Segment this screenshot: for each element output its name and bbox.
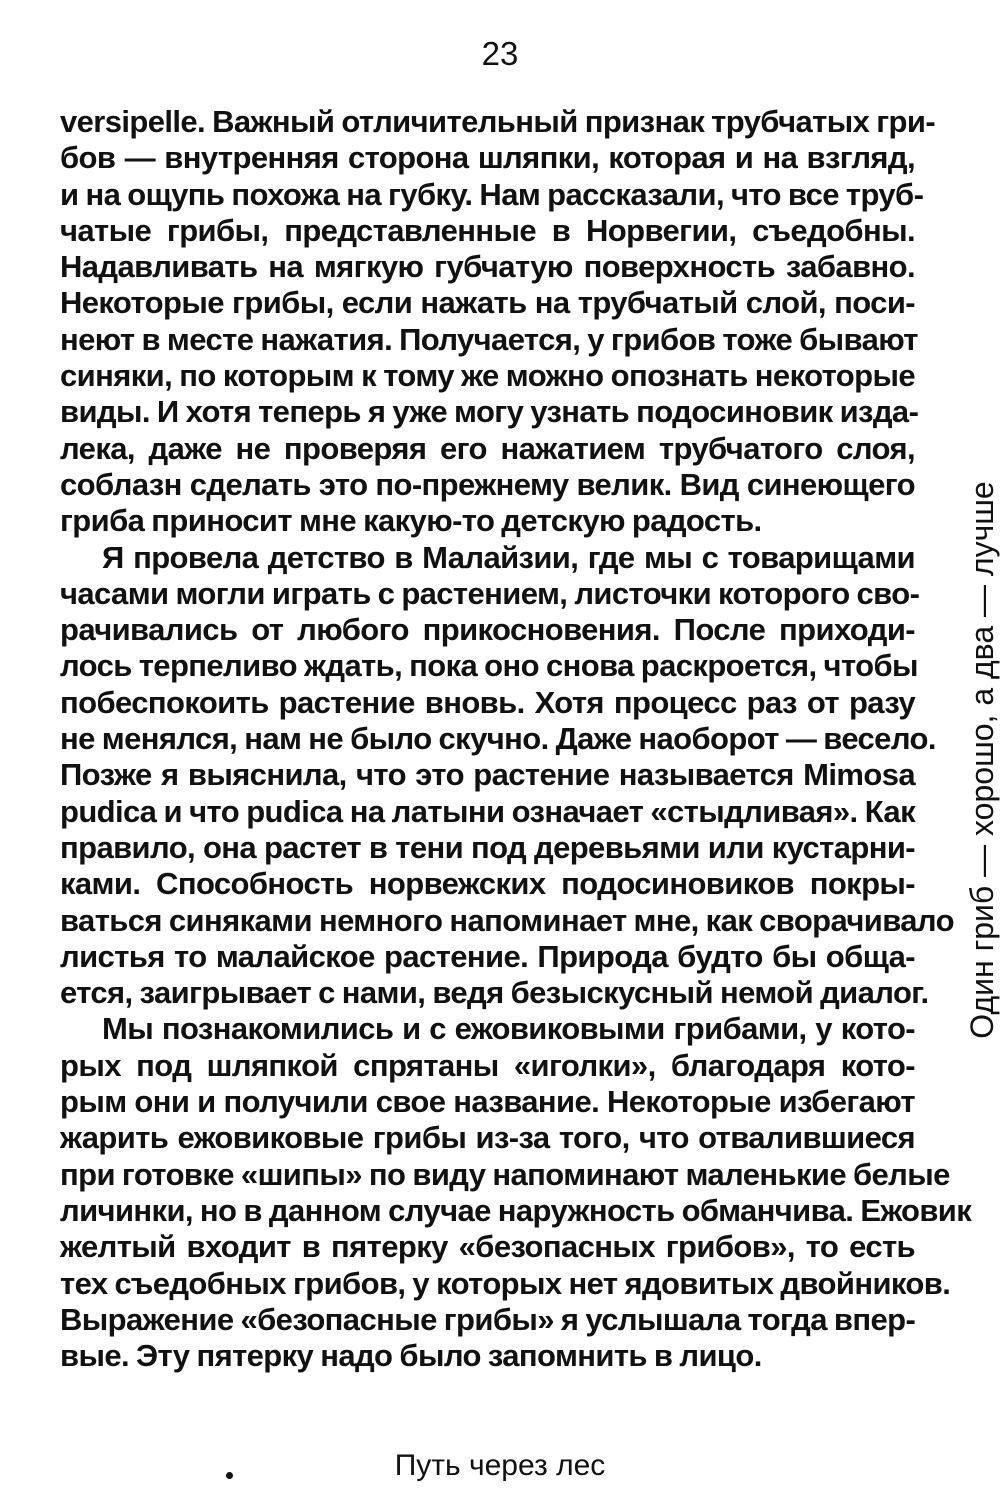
text-line: Мы познакомились и с ежовиковыми грибами, у кото- (102, 1011, 915, 1047)
text-line: виды. И хотя теперь я уже могу узнать подосиновик изда- (60, 394, 919, 430)
text-line: желтый входит в пятерку «безопасных грибов», то есть (60, 1229, 915, 1265)
text-line: не менялся, нам не было скучно. Даже наоборот — весело. (60, 721, 936, 757)
text-line: лека, даже не проверяя его нажатием трубчатого слоя, (60, 430, 915, 466)
text-line: versipelle. Важный отличительный признак трубчатых гри- (60, 104, 936, 139)
running-chapter-title: Один гриб — хорошо, а два — лучше (964, 481, 1000, 1039)
running-footer: Путь через лес (394, 1449, 606, 1482)
text-line: правило, она растет в тени под деревьями или кустарни- (60, 829, 915, 865)
text-line: побеспокоить растение вновь. Хотя процесс раз от разу (60, 684, 915, 720)
text-line: бов — внутренняя сторона шляпки, которая и на взгляд, (60, 140, 915, 176)
text-line: гриба приносит мне какую-то детскую радость. (60, 503, 762, 539)
text-line: ваться синяками немного напоминает мне, как сворачивало (60, 902, 954, 938)
text-line: жарить ежовиковые грибы из-за того, что отвалившиеся (60, 1120, 915, 1156)
page-number: 23 (481, 35, 519, 72)
text-line: Выражение «безопасные грибы» я услышала тогда впер- (60, 1301, 916, 1337)
body-text (60, 104, 972, 1374)
text-line: pudica и что pudica на латыни означает «стыдливая». Как (60, 793, 915, 829)
text-line: и на ощупь похожа на губку. Нам рассказали, что все труб- (60, 176, 924, 212)
text-line: ется, заигрывает с нами, ведя безыскусный немой диалог. (60, 975, 929, 1011)
text-line: листья то малайское растение. Природа будто бы обща- (60, 938, 915, 974)
text-line: рым они и получили свое название. Некоторые избегают (60, 1084, 915, 1120)
text-line: часами могли играть с растением, листочки которого сво- (60, 575, 920, 611)
text-line: Позже я выяснила, что это растение называется Mimosa (60, 757, 915, 793)
text-line: вые. Эту пятерку надо было запомнить в лицо. (60, 1338, 762, 1374)
text-line: чатые грибы, представленные в Норвегии, съедобны. (60, 212, 915, 248)
text-line: тех съедобных грибов, у которых нет ядовитых двойников. (60, 1265, 951, 1301)
text-line: лось терпеливо ждать, пока оно снова раскроется, чтобы (60, 648, 918, 684)
text-line: рых под шляпкой спрятаны «иголки», благодаря кото- (60, 1047, 915, 1083)
text-line: рачивались от любого прикосновения. После приходи- (60, 612, 915, 648)
text-line: неют в месте нажатия. Получается, у грибов тоже бывают (60, 321, 918, 357)
text-line: Надавливать на мягкую губчатую поверхность забавно. (60, 249, 915, 285)
text-line: Я провела детство в Малайзии, где мы с товарищами (102, 539, 915, 575)
text-line: соблазн сделать это по-прежнему велик. Вид синеющего (60, 466, 915, 502)
text-line: Некоторые грибы, если нажать на трубчатый слой, поси- (60, 285, 915, 321)
text-line: личинки, но в данном случае наружность обманчива. Ежовик (60, 1192, 972, 1228)
text-line: ками. Способность норвежских подосиновиков покры- (60, 866, 915, 902)
text-line: синяки, по которым к тому же можно опознать некоторые (60, 358, 915, 394)
text-line: при готовке «шипы» по виду напоминают маленькие белые (60, 1156, 950, 1192)
